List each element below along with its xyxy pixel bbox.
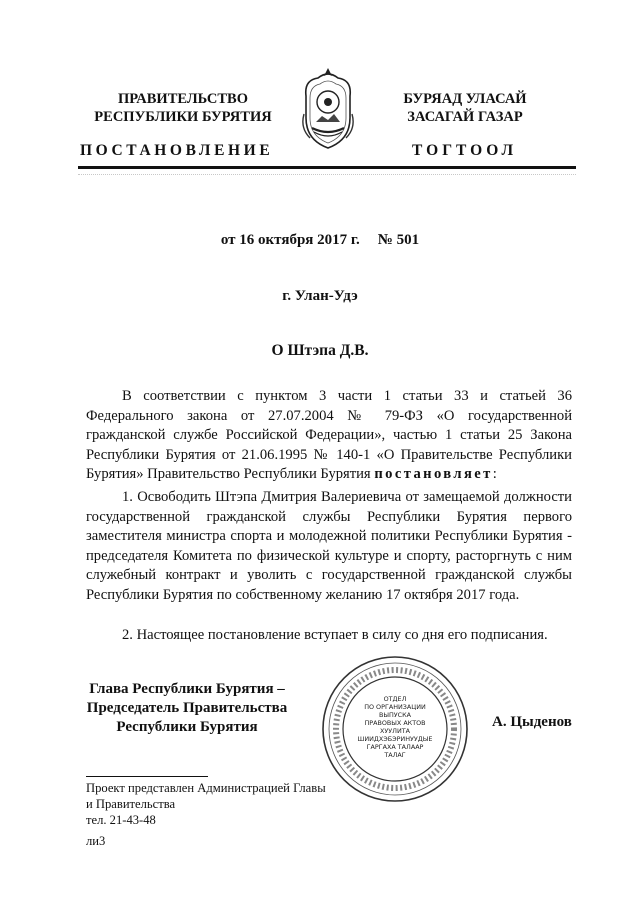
footer-rule bbox=[86, 776, 208, 777]
header-right-line2: ЗАСАГАЙ ГАЗАР bbox=[407, 109, 523, 125]
signatory-line1: Глава Республики Бурятия – bbox=[89, 681, 285, 697]
doc-type-ru: ПОСТАНОВЛЕНИЕ bbox=[80, 142, 274, 159]
document-number: № 501 bbox=[377, 232, 420, 248]
header-left-line1: ПРАВИТЕЛЬСТВО bbox=[118, 91, 248, 107]
official-stamp-icon bbox=[320, 654, 470, 804]
header-rule bbox=[78, 166, 576, 169]
preamble-text: В соответствии с пунктом 3 части 1 статьи 33 и статьей 36 Федерального закона от 27.07.2004 № 79-ФЗ «О государственной гражданской службе Российской Федерации», частью 1 статьи 25 Закона Республики Бурятия от 21.06.1995 № 140-1 «О Правительстве Республики Бурятия» Правительство Республики Бурятия bbox=[86, 388, 572, 483]
stamp-line3: ВЫПУСКА bbox=[378, 711, 412, 719]
signatory-line2: Председатель Правительства bbox=[86, 700, 288, 716]
footer-code: ли3 bbox=[86, 834, 106, 848]
preamble-end: : bbox=[492, 466, 497, 483]
document-city: г. Улан-Удэ bbox=[282, 288, 358, 304]
coat-of-arms-icon bbox=[296, 66, 360, 150]
signatory-title bbox=[82, 680, 292, 737]
paragraph-preamble bbox=[86, 387, 572, 485]
stamp-line4: ПРАВОВЫХ АКТОВ bbox=[364, 719, 426, 727]
signatory-line3: Республики Бурятия bbox=[116, 719, 258, 735]
document-date: от 16 октября 2017 г. bbox=[220, 232, 360, 248]
header-left bbox=[92, 90, 274, 126]
date-number-line bbox=[0, 232, 640, 249]
stamp-line5: ХУУЛИТА bbox=[379, 727, 411, 735]
footer-note bbox=[86, 780, 326, 828]
footer-phone: тел. 21-43-48 bbox=[86, 813, 156, 827]
resolution-word: постановляет bbox=[374, 466, 493, 483]
footer-line2: и Правительства bbox=[86, 797, 176, 811]
paragraph-item-1: 1. Освободить Штэпа Дмитрия Валериевича от замещаемой должности государственной гражданской службы Республики Бурятия первого заместителя министра спорта и молодежной политики Республики Бурятия - председателя Комитета по физической культуре и спорту, расторгнуть с ним служебный контракт и уволить с государственной гражданской службы Республики Бурятия по собственному желанию 17 октября 2017 года. bbox=[86, 489, 572, 603]
doc-type-bua: ТОГТООЛ bbox=[412, 142, 518, 159]
header-right-line1: БУРЯАД УЛАСАЙ bbox=[403, 91, 527, 107]
stamp-line8: ТАЛАГ bbox=[384, 751, 406, 759]
document-subject: О Штэпа Д.В. bbox=[271, 342, 369, 359]
stamp-line6: ШИИДХЭБЭРИНУУДЫЕ bbox=[357, 735, 433, 743]
header-dotted-rule bbox=[78, 174, 576, 175]
stamp-line7: ГАРГАХА ТАЛААР bbox=[366, 743, 424, 751]
header-right bbox=[380, 90, 550, 126]
header-left-line2: РЕСПУБЛИКИ БУРЯТИЯ bbox=[94, 109, 272, 125]
footer-line1: Проект представлен Администрацией Главы bbox=[86, 781, 326, 795]
signatory-name: А. Цыденов bbox=[492, 714, 572, 730]
stamp-line2: ПО ОРГАНИЗАЦИИ bbox=[364, 703, 426, 711]
stamp-line1: ОТДЕЛ bbox=[383, 695, 407, 703]
paragraph-item-2: 2. Настоящее постановление вступает в силу со дня его подписания. bbox=[122, 627, 548, 643]
